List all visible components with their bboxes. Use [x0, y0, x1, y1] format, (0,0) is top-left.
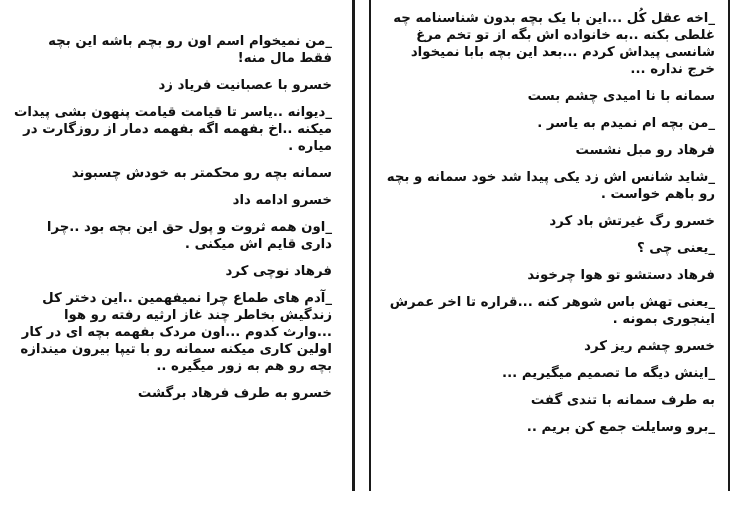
paragraph: _اینش دیگه ما تصمیم میگیریم ...	[502, 366, 715, 381]
left-page-text	[12, 0, 332, 524]
paragraph: فرهاد رو مبل نشست	[575, 143, 715, 158]
paragraph: خسرو رگ غیرتش باد کرد	[549, 214, 715, 229]
paragraph: فرهاد نوچی کرد	[225, 264, 332, 279]
paragraph: _من بچه ام نمیدم به یاسر .	[537, 116, 715, 131]
paragraph: _برو وسایلت جمع کن بریم ..	[526, 420, 715, 435]
paragraph: _اون همه ثروت و پول حق این بچه بود ..چرا داری قایم اش میکنی .	[46, 220, 332, 252]
paragraph: فرهاد دستشو تو هوا چرخوند	[527, 268, 715, 283]
page-edge-line	[728, 0, 730, 491]
paragraph: خسرو به طرف فرهاد برگشت	[137, 386, 332, 401]
paragraph: خسرو چشم ریز کرد	[584, 339, 715, 354]
paragraph: سمانه بچه رو محکمتر به خودش چسبوند	[71, 166, 332, 181]
right-page-text	[384, 0, 715, 501]
paragraph: سمانه با نا امیدی چشم بست	[527, 89, 715, 104]
paragraph: _آدم های طماع چرا نمیفهمین ..این دختر کل زندگیش بخاطر چند غاز ارثیه رفته رو هوا ...وارث کدوم ...اون مردک بفهمه بچه ای در کار اولین کاری میکنه سمانه رو با تیپا بیرون میندازه بچه رو هم به زور میگیره ..	[20, 291, 332, 374]
paragraph: _اخه عقل کُل ...این با یک بچه بدون شناسنامه چه غلطی بکنه ..به خانواده اش بگه از تو تخم مرغ شانسی پیداش کردم ...بعد این بچه بابا نمیخواد خرج نداره ...	[393, 11, 715, 77]
paragraph: _دیوانه ..یاسر تا قیامت قیامت پنهون بشی پیدات میکنه ..اخ بفهمه اگه بفهمه دمار از روزگارت در میاره .	[14, 105, 332, 154]
paragraph: _یعنی چی ؟	[636, 241, 715, 256]
paragraph: _شاید شانس اش زد یکی پیدا شد خود سمانه و بچه رو باهم خواست .	[386, 170, 715, 202]
paragraph: _یعنی تهش باس شوهر کنه ...قراره تا اخر عمرش اینجوری بمونه .	[389, 295, 715, 327]
page-gutter-line	[369, 0, 371, 491]
paragraph: _من نمیخوام اسم اون رو بچم باشه این بچه فقط مال منه!	[48, 34, 332, 66]
paragraph: به طرف سمانه با تندی گفت	[530, 393, 715, 408]
paragraph: خسرو با عصبانیت فریاد زد	[158, 78, 332, 93]
paragraph: خسرو ادامه داد	[232, 193, 332, 208]
page-gutter-line	[352, 0, 355, 491]
